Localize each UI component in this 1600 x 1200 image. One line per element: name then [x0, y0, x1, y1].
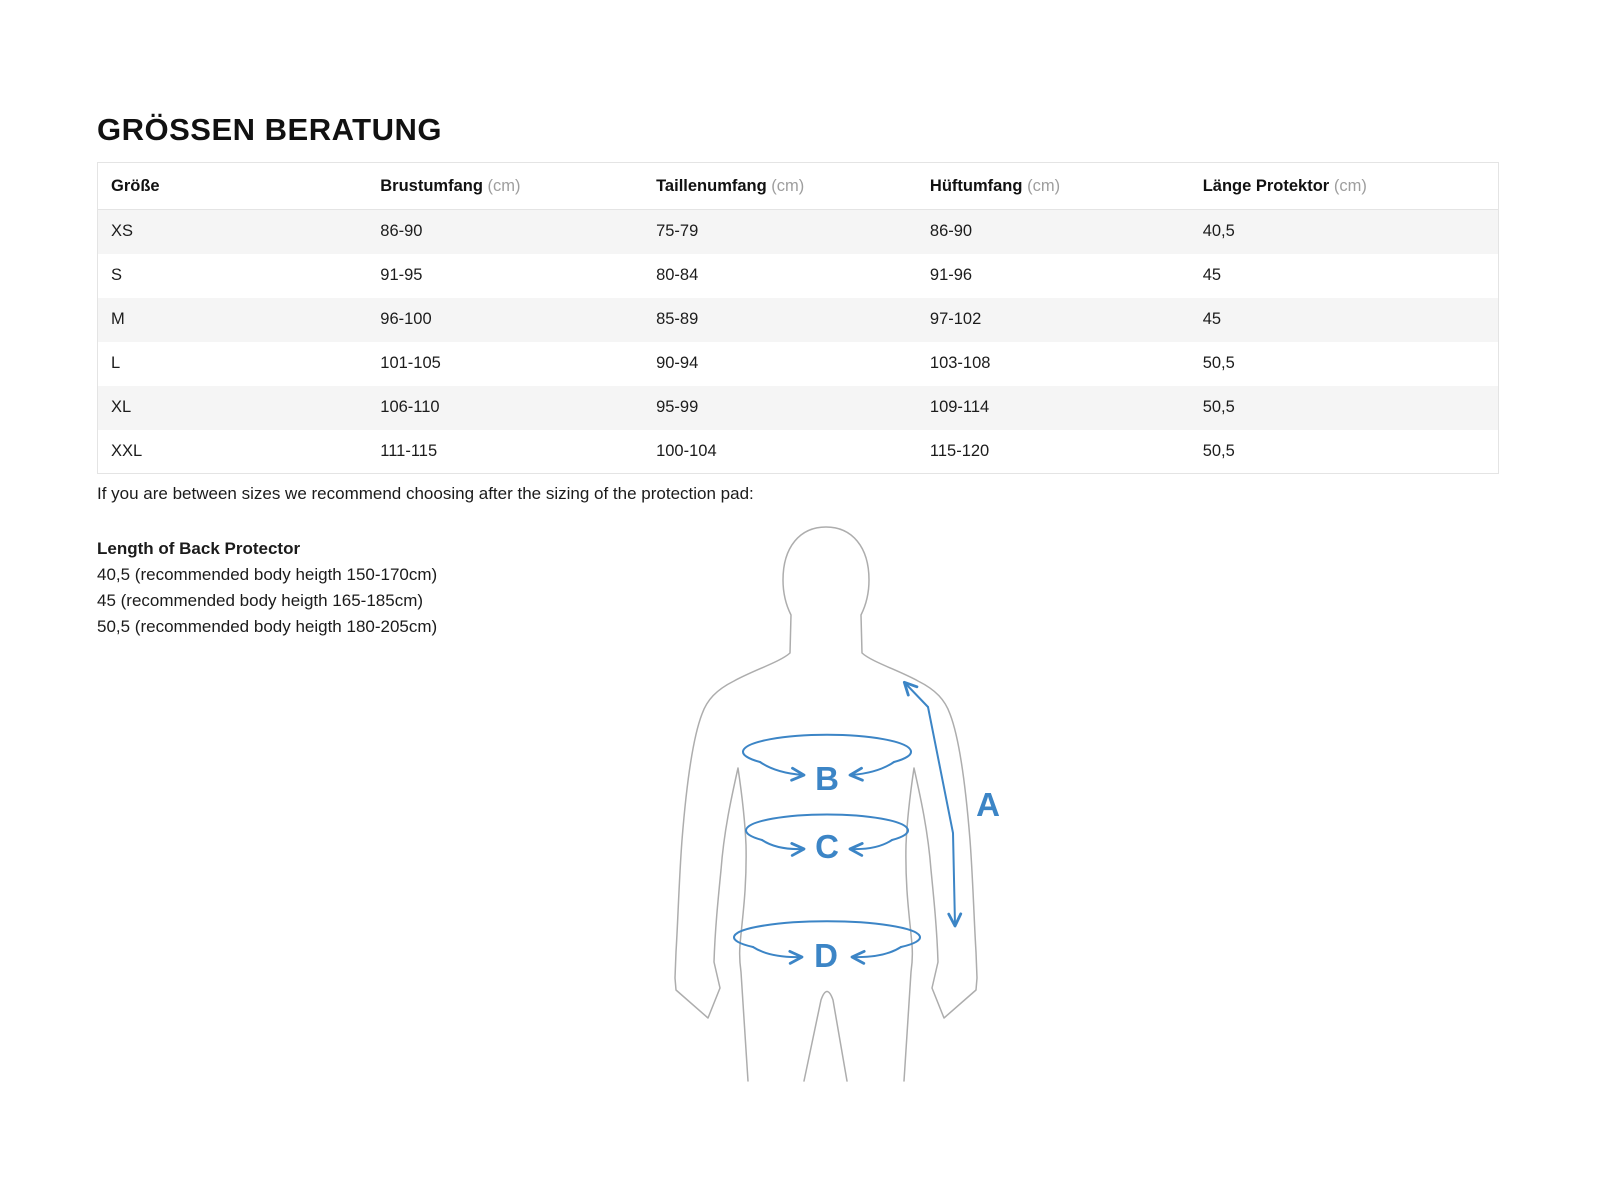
body-measurement-diagram: [640, 500, 1040, 1100]
cell-chest: 101-105: [380, 354, 441, 372]
cell-waist: 100-104: [656, 441, 717, 460]
cell-protector: 50,5: [1202, 441, 1235, 460]
cell-size: M: [111, 310, 125, 328]
cell-hip: 97-102: [929, 310, 982, 328]
body-outline: [675, 527, 977, 1081]
cell-hip: 86-90: [929, 222, 973, 241]
cell-chest: 86-90: [380, 222, 423, 241]
table-row: [98, 342, 1499, 386]
table-row: [98, 298, 1499, 342]
cell-size: XS: [111, 222, 134, 241]
column-label: Brustumfang: [380, 176, 483, 195]
column-label: Größe: [111, 176, 160, 195]
cell-hip: 91-96: [929, 266, 973, 284]
table-row: [98, 210, 1499, 254]
protector-length-arrow-down: [928, 707, 955, 925]
page-title: GRÖSSEN BERATUNG: [97, 112, 443, 147]
cell-chest: 96-100: [380, 310, 432, 328]
cell-protector: 50,5: [1202, 398, 1235, 416]
column-unit: (cm): [1333, 176, 1367, 195]
hip-arrow-left: [753, 947, 801, 957]
hip-arrow-right: [853, 947, 901, 957]
column-header-protector-length: [1203, 163, 1499, 210]
cell-protector: 40,5: [1202, 222, 1235, 241]
cell-protector: 45: [1202, 266, 1222, 284]
column-label: Hüftumfang: [929, 176, 1023, 195]
cell-size: L: [111, 354, 121, 372]
column-unit: (cm): [487, 176, 521, 195]
waist-arrow-left: [762, 840, 803, 849]
column-header-waist: [656, 163, 930, 210]
waist-arrow-right: [851, 840, 892, 849]
inner-legs-outline: [804, 992, 847, 1082]
cell-hip: 109-114: [929, 398, 990, 416]
label-b: B: [815, 760, 839, 797]
protector-length-note: [97, 536, 437, 640]
cell-size: XXL: [111, 441, 143, 460]
column-unit: (cm): [1027, 176, 1061, 195]
protector-length-heading: Length of Back Protector: [97, 539, 301, 558]
label-c: C: [815, 828, 839, 865]
table-row: [98, 254, 1499, 298]
label-d: D: [814, 937, 838, 974]
column-label: Länge Protektor: [1202, 176, 1330, 195]
cell-waist: 80-84: [656, 266, 699, 284]
column-label: Taillenumfang: [656, 176, 767, 195]
protector-length-line: 50,5 (recommended body heigth 180-205cm): [97, 617, 438, 636]
protector-length-arrow-up: [905, 683, 928, 707]
chest-arrow-right: [851, 762, 894, 775]
chest-ellipse: [743, 735, 911, 762]
column-header-size: [98, 163, 381, 210]
column-header-chest: [380, 163, 656, 210]
cell-size: XL: [111, 398, 132, 416]
cell-chest: 106-110: [380, 398, 440, 416]
body-figure-svg: [640, 500, 1040, 1100]
cell-chest: 111-115: [380, 441, 438, 460]
table-header-row: [98, 163, 1499, 210]
column-unit: (cm): [771, 176, 805, 195]
cell-chest: 91-95: [380, 266, 423, 284]
cell-hip: 103-108: [929, 354, 991, 372]
cell-waist: 85-89: [656, 310, 699, 328]
table-row: [98, 430, 1499, 474]
cell-waist: 75-79: [656, 222, 699, 241]
size-guide-table: [97, 162, 1499, 474]
cell-protector: 45: [1202, 310, 1222, 328]
protector-length-line: 40,5 (recommended body heigth 150-170cm): [97, 565, 438, 584]
cell-size: S: [111, 266, 123, 284]
cell-hip: 115-120: [929, 441, 990, 460]
between-sizes-note: If you are between sizes we recommend choosing after the sizing of the protection pad:: [97, 484, 754, 503]
cell-waist: 95-99: [656, 398, 699, 416]
cell-waist: 90-94: [656, 354, 699, 372]
measurement-marks: [734, 683, 955, 957]
column-header-hip: [930, 163, 1203, 210]
label-a: A: [976, 786, 1000, 823]
cell-protector: 50,5: [1202, 354, 1235, 372]
table-row: [98, 386, 1499, 430]
chest-arrow-left: [760, 762, 803, 775]
protector-length-line: 45 (recommended body heigth 165-185cm): [97, 591, 424, 610]
